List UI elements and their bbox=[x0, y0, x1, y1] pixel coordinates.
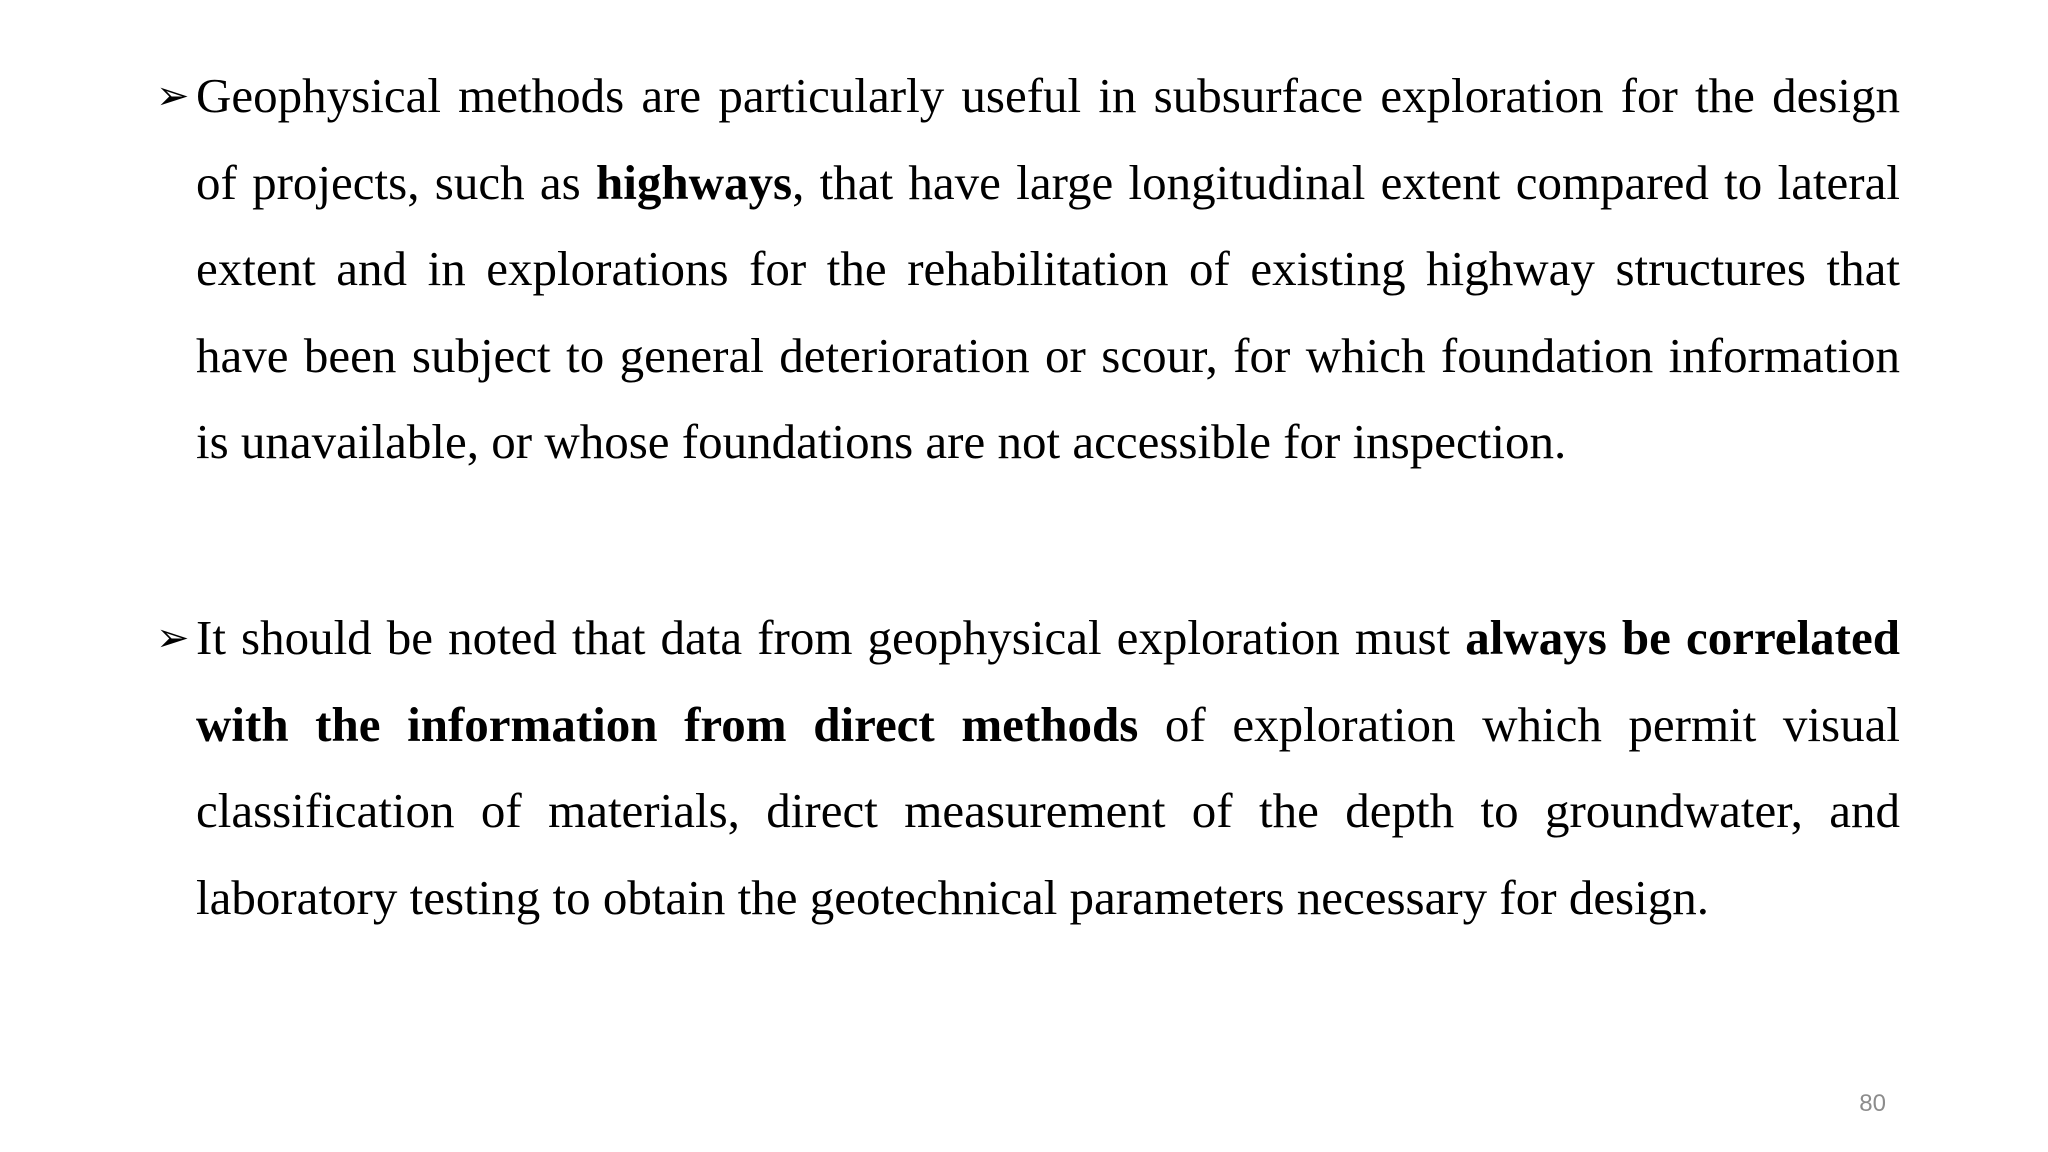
bullet-2-bold-phrase: always be correlated with the information from direct methods bbox=[196, 610, 1900, 752]
bullet-2-text-part-1: It should be noted that data from geophysical exploration must bbox=[196, 610, 1466, 665]
bullet-2-text-part-2: of exploration which permit visual classification of materials, direct measurement of the depth to groundwater, and laboratory testing to obtain the geotechnical parameters necessary for design. bbox=[196, 696, 1900, 925]
arrow-bullet-icon: ➢ bbox=[156, 73, 190, 119]
bullet-paragraph-2 bbox=[156, 595, 1900, 941]
bullet-paragraph-1 bbox=[156, 53, 1900, 486]
bullet-1-text-part-2: , that have large longitudinal extent compared to lateral extent and in explorations for the rehabilitation of existing highway structures that have been subject to general deterioration or scour, for which foundation information is unavailable, or whose foundations are not accessible for inspection. bbox=[196, 154, 1900, 469]
page-number: 80 bbox=[1859, 1090, 1886, 1117]
bullet-1-bold-highways: highways bbox=[596, 154, 793, 210]
arrow-bullet-icon: ➢ bbox=[156, 615, 190, 661]
bullet-1-text-part-1: Geophysical methods are particularly useful in subsurface exploration for the design of projects, such as bbox=[196, 68, 1900, 210]
